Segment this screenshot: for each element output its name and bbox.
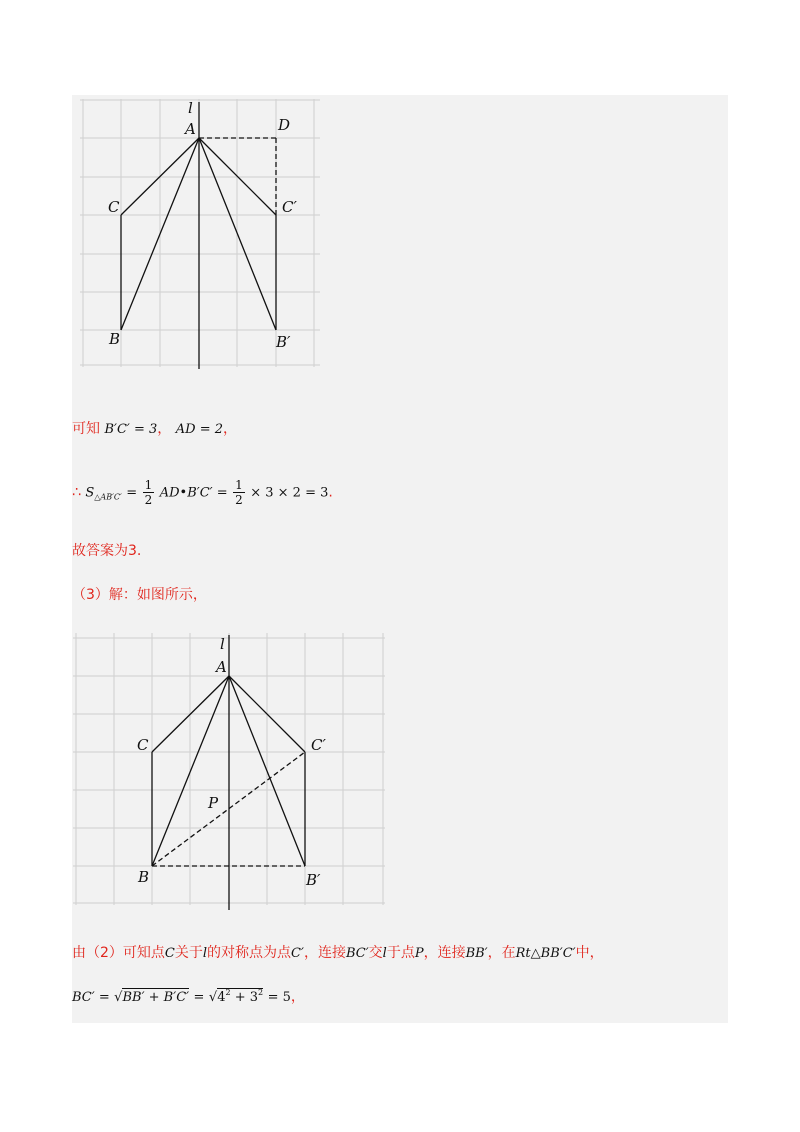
label-D: D xyxy=(278,116,291,134)
text-line-3-answer: 故答案为3. xyxy=(72,543,142,559)
label-l: l xyxy=(188,99,193,117)
label-A-2: A xyxy=(216,658,227,676)
label-C: C xyxy=(108,198,120,216)
label-B-2: B xyxy=(138,868,150,886)
text-line-1: 可知 B′C′ = 3， AD = 2， xyxy=(72,421,237,437)
text-line-2-area: ∴ $S_{\triangle AB'C'}$ = $\frac{1}{2}$ AD•B′C′ = $\frac{1}{2}$ × 3 × 2 = 3. xyxy=(72,478,333,507)
radical-2: $4^2 + 3^2$ xyxy=(217,988,264,1005)
label-C-prime: C′ xyxy=(282,198,297,216)
label-C-prime-2: C′ xyxy=(311,736,326,754)
fraction-half-2: $\frac{1}{2}$ xyxy=(235,478,243,507)
radical-1: BB′ + B′C′ xyxy=(122,990,190,1005)
text-line-4-part3: （3）解：如图所示， xyxy=(72,587,207,603)
label-P: P xyxy=(208,794,219,812)
label-A: A xyxy=(185,120,196,138)
text-line-6-formula: $BC' = √BB' + B'C' = √4^2 + 3^2 = 5$， xyxy=(72,988,305,1005)
figure-2 xyxy=(73,633,387,910)
expr-ad: AD = 2 xyxy=(175,422,223,437)
expr-bc: B′C′ = 3 xyxy=(104,422,158,437)
label-l-2: l xyxy=(220,635,225,653)
label-B-prime: B′ xyxy=(276,333,291,351)
label-C-2: C xyxy=(137,736,149,754)
text-line-5: 由（2）可知点C关于l的对称点为点C′，连接BC′交l于点P，连接BB′，在Rt△BB′C′中， xyxy=(72,945,604,961)
fraction-half-1: $\frac{1}{2}$ xyxy=(144,478,153,507)
label-B: B xyxy=(109,330,121,348)
label-B-prime-2: B′ xyxy=(306,871,321,889)
figure-1 xyxy=(78,97,322,369)
